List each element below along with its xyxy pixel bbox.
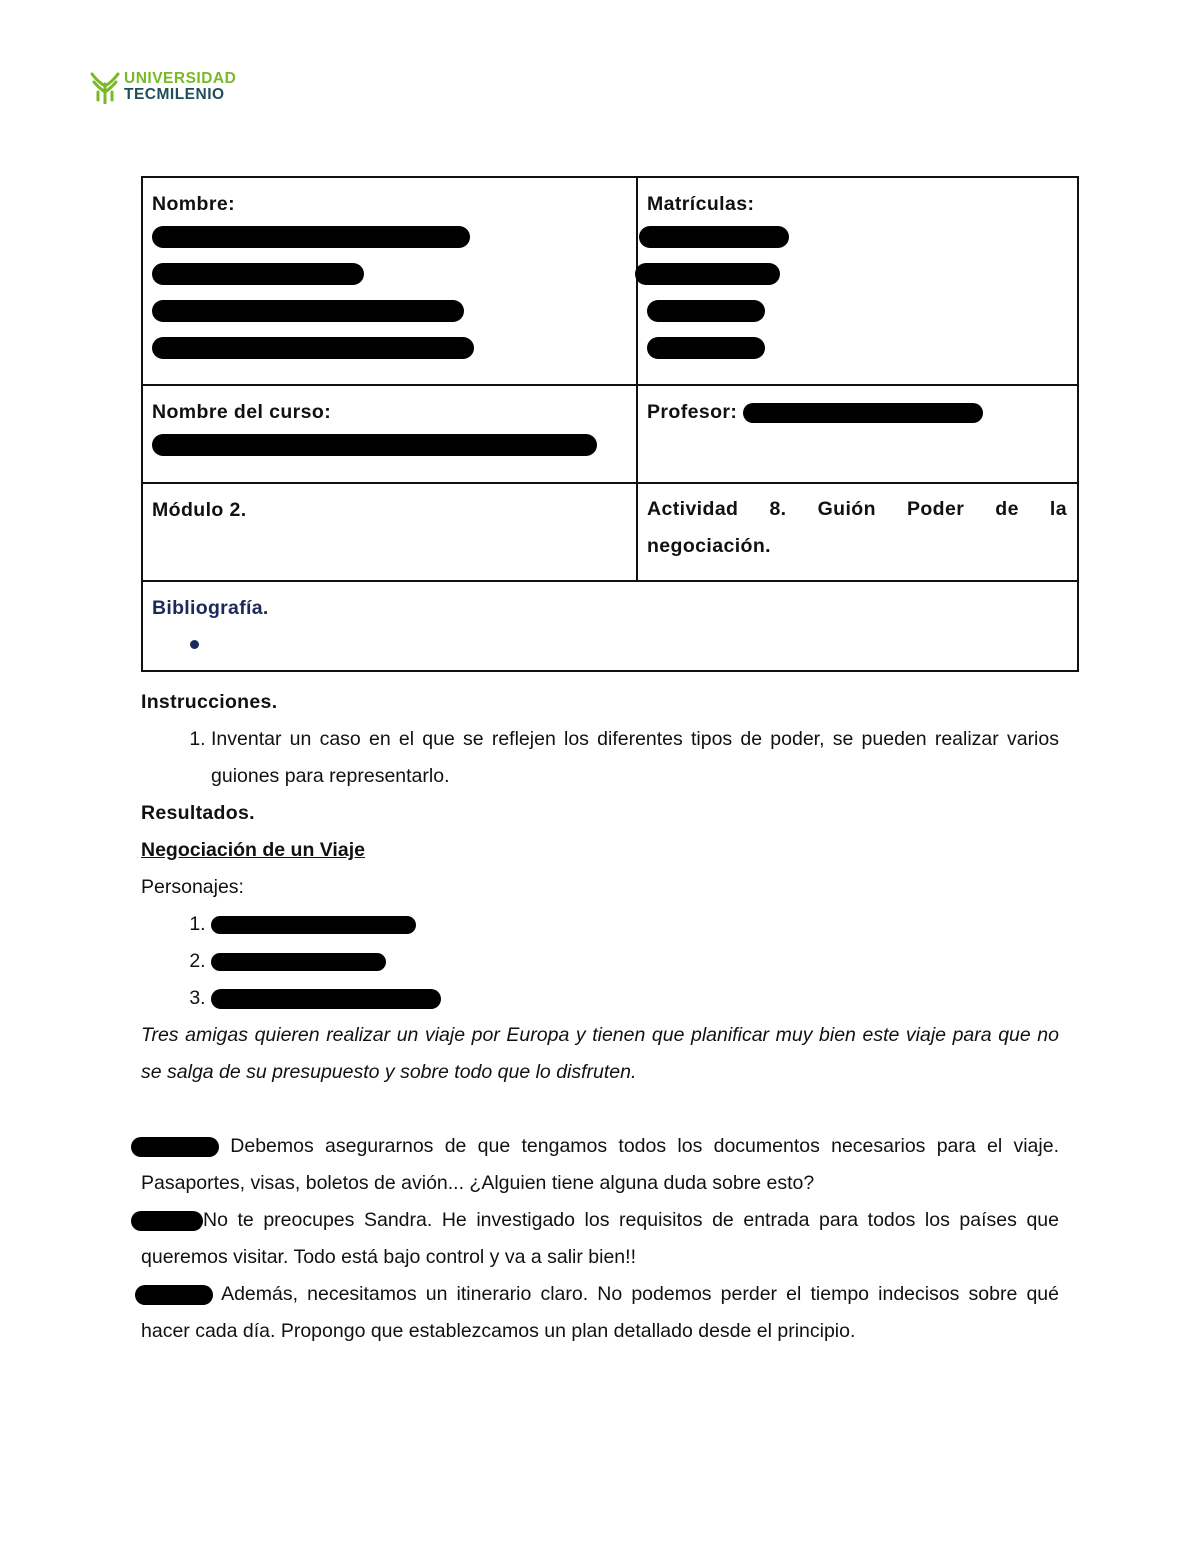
resultados-heading: Resultados.: [141, 802, 255, 824]
redacted-professor: [743, 403, 983, 423]
redacted-id-1: [647, 218, 1067, 255]
redacted-id-3: [647, 292, 1067, 329]
profesor-label: Profesor:: [647, 398, 1067, 426]
personajes-label: Personajes:: [141, 876, 244, 898]
modulo-label: Módulo 2.: [152, 499, 247, 521]
redacted-speaker-2: [131, 1211, 203, 1231]
redacted-name-1: [152, 218, 626, 255]
case-intro: Tres amigas quieren realizar un viaje por Europa y tienen que planificar muy bien este viaje para que no se salga de su presupuesto y sobre todo que lo disfruten.: [141, 1024, 1059, 1083]
personajes-list: [141, 906, 1059, 1017]
actividad-cell: [637, 483, 1078, 581]
redacted-course: [152, 426, 626, 463]
redacted-speaker-1: [131, 1137, 219, 1157]
redacted-name-3: [152, 292, 626, 329]
matriculas-cell: [637, 177, 1078, 385]
redacted-id-2: [647, 255, 1067, 292]
personaje-item-2: [211, 943, 1059, 980]
curso-label: Nombre del curso:: [152, 401, 332, 423]
matriculas-label: Matrículas:: [647, 193, 755, 215]
dialog-line-1: Debemos asegurarnos de que tengamos todos los documentos necesarios para el viaje. Pasaportes, visas, boletos de avión... ¿Alguien tiene alguna duda sobre esto?: [141, 1128, 1059, 1202]
redacted-character-3: [211, 989, 441, 1009]
redacted-speaker-3: [135, 1285, 213, 1305]
actividad-label: Actividad 8. Guión Poder de la negociación.: [647, 498, 1067, 557]
logo-line-2: TECMILENIO: [124, 86, 225, 103]
dialog-line-3: Además, necesitamos un itinerario claro. No podemos perder el tiempo indecisos sobre qué hacer cada día. Propongo que establezcamos un plan detallado desde el principio.: [141, 1276, 1059, 1350]
instruccion-item-1: 1. Inventar un caso en el que se reflejen los diferentes tipos de poder, se pueden realizar varios guiones para representarlo.: [211, 721, 1059, 795]
instrucciones-heading: Instrucciones.: [141, 691, 278, 713]
personaje-item-3: [211, 980, 1059, 1017]
profesor-cell: [637, 385, 1078, 483]
personaje-item-1: [211, 906, 1059, 943]
redacted-id-4: [647, 329, 1067, 366]
bibliografia-cell: [142, 581, 1078, 671]
bullet-icon: [190, 640, 199, 649]
redacted-name-2: [152, 255, 626, 292]
curso-cell: [142, 385, 637, 483]
leaf-logo-icon: [90, 70, 120, 104]
modulo-cell: [142, 483, 637, 581]
nombre-label: Nombre:: [152, 193, 235, 215]
bibliografia-label: Bibliografía.: [152, 597, 269, 619]
redacted-name-4: [152, 329, 626, 366]
logo-line-1: UNIVERSIDAD: [124, 70, 237, 87]
instrucciones-list: [141, 721, 1059, 795]
document-body: [141, 684, 1059, 1350]
university-logo: [90, 70, 236, 104]
dialog-line-2: No te preocupes Sandra. He investigado los requisitos de entrada para todos los países que queremos visitar. Todo está bajo control y va a salir bien!!: [141, 1202, 1059, 1276]
redacted-character-2: [211, 953, 386, 971]
case-title: Negociación de un Viaje: [141, 839, 365, 861]
redacted-character-1: [211, 916, 416, 934]
info-table: [141, 176, 1079, 672]
nombre-cell: [142, 177, 637, 385]
